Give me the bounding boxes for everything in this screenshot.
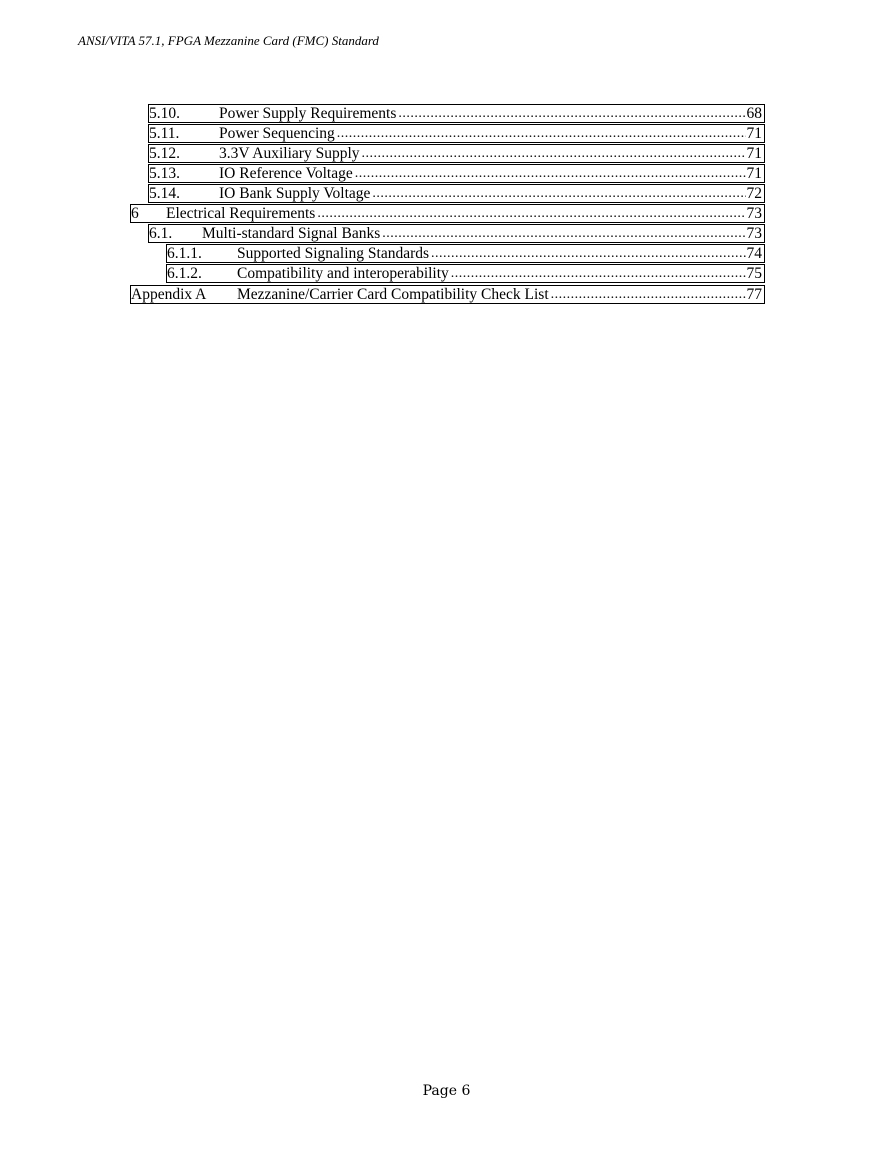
toc-title: Power Sequencing [219,125,335,142]
toc-title: IO Reference Voltage [219,165,353,182]
toc-entry-6-1[interactable] [148,224,765,243]
toc-number: 5.12. [149,145,180,162]
toc-title: Multi-standard Signal Banks [202,225,381,242]
toc-page-number: 68 [746,105,762,122]
toc-entry-5-12[interactable] [148,144,765,163]
toc-title: Supported Signaling Standards [237,245,430,262]
toc-entry-5-10[interactable] [148,104,765,123]
toc-leader-dots [398,105,745,122]
toc-page-number: 77 [746,286,762,303]
toc-page-number: 73 [746,225,762,242]
toc-leader-dots [355,165,746,182]
toc-title: Electrical Requirements [166,205,316,222]
toc-leader-dots [362,145,746,162]
toc-title: Compatibility and interoperability [237,265,449,282]
toc-entry-6-1-1[interactable] [166,244,765,263]
toc-page-number: 74 [746,245,762,262]
toc-number: 6.1. [149,225,173,242]
toc-entry-5-11[interactable] [148,124,765,143]
toc-title: Power Supply Requirements [219,105,397,122]
toc-leader-dots [451,265,746,282]
toc-leader-dots [337,125,746,142]
toc-leader-dots [382,225,745,242]
toc-entry-5-14[interactable] [148,184,765,203]
toc-page-number: 75 [746,265,762,282]
toc-leader-dots [372,185,745,202]
toc-title: Mezzanine/Carrier Card Compatibility Check List [237,286,549,303]
toc-entry-6-1-2[interactable] [166,264,765,283]
toc-entry-appendix-a[interactable] [130,285,765,304]
toc-number: 6 [131,205,139,222]
toc-entry-5-13[interactable] [148,164,765,183]
toc-leader-dots [431,245,745,262]
toc-number: 6.1.2. [167,265,202,282]
toc-number: 6.1.1. [167,245,202,262]
toc-entry-6[interactable] [130,204,765,223]
toc-number: 5.11. [149,125,180,142]
toc-number: 5.13. [149,165,180,182]
toc-number: 5.10. [149,105,180,122]
toc-leader-dots [551,286,746,303]
toc-leader-dots [317,205,745,222]
toc-page-number: 71 [746,165,762,182]
toc-page-number: 73 [746,205,762,222]
toc-number: Appendix A [131,286,207,303]
toc-page-number: 71 [746,145,762,162]
running-header: ANSI/VITA 57.1, FPGA Mezzanine Card (FMC) Standard [78,33,379,48]
toc-page-number: 71 [746,125,762,142]
toc-title: 3.3V Auxiliary Supply [219,145,360,162]
toc-title: IO Bank Supply Voltage [219,185,371,202]
page-number-footer: Page 6 [422,1083,471,1099]
toc-number: 5.14. [149,185,180,202]
toc-page-number: 72 [746,185,762,202]
